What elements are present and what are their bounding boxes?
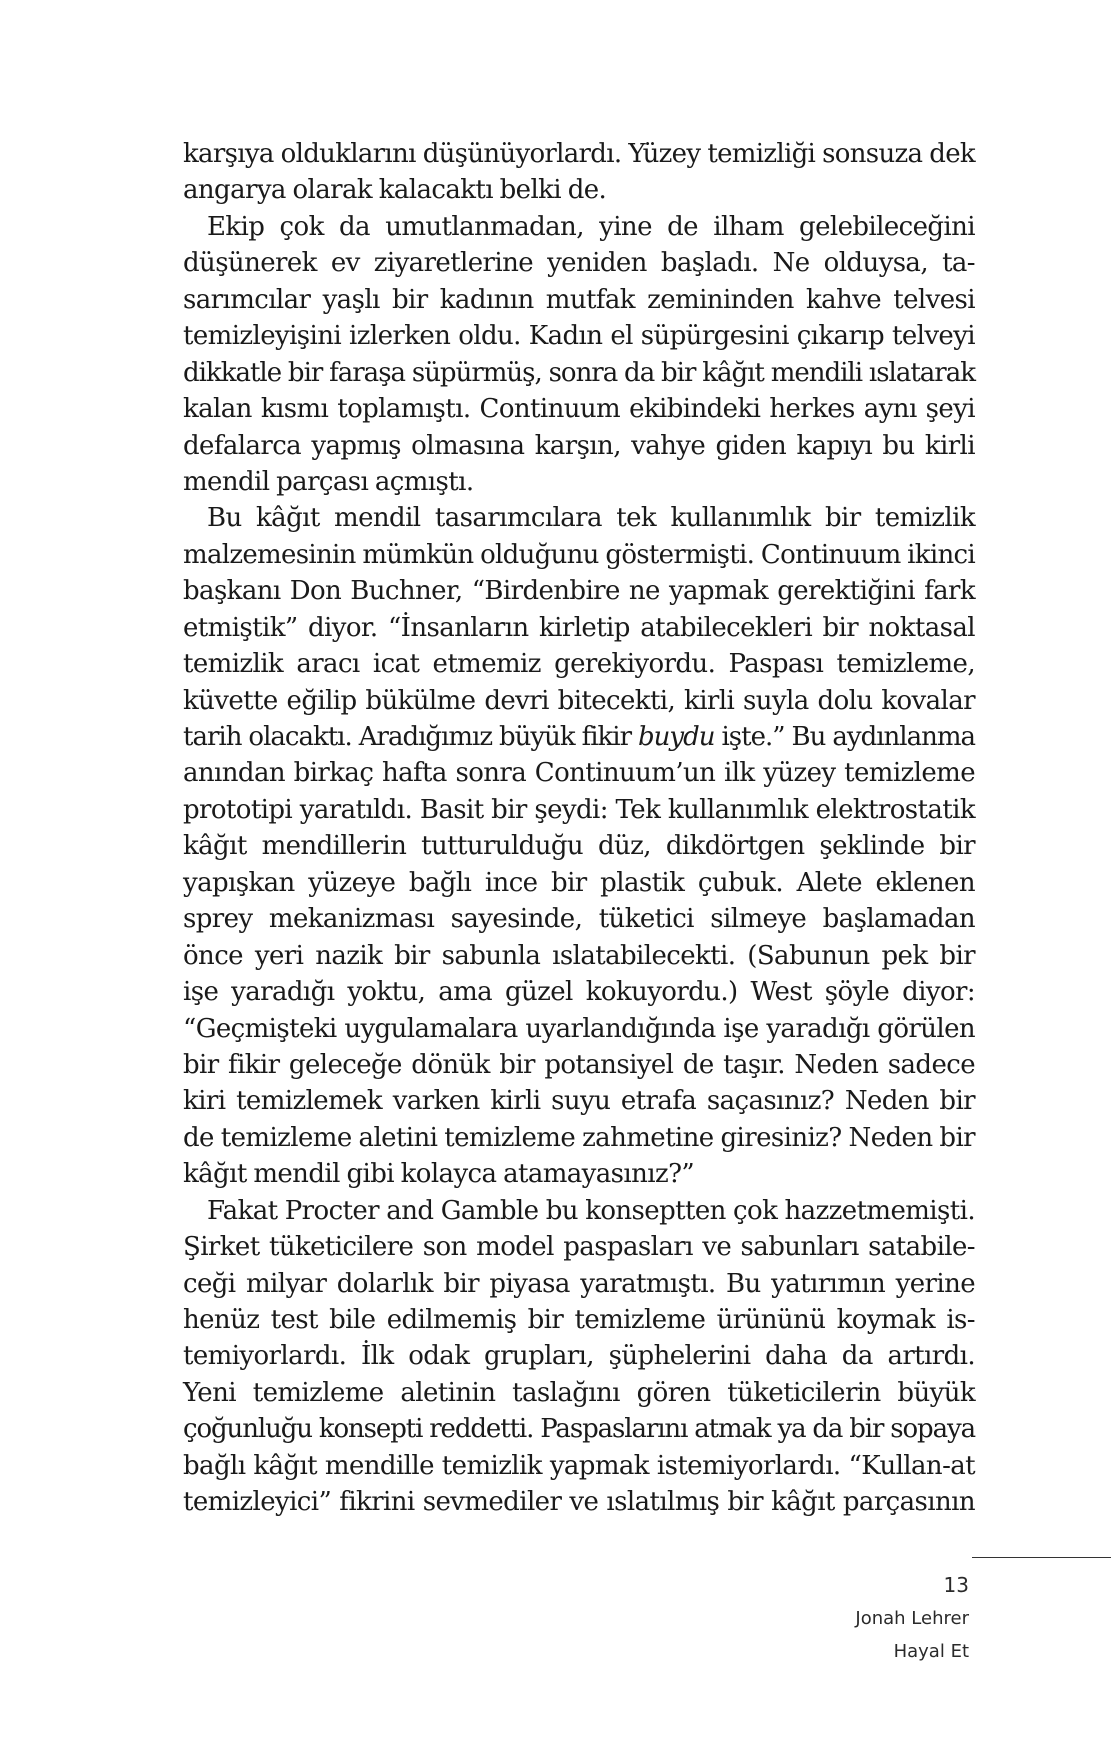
text-line: sarımcılar yaşlı bir kadının mutfak zemininden kahve telvesi — [183, 284, 975, 315]
text-line: sprey mekanizması sayesinde, tüketici silmeye başlamadan — [183, 904, 975, 935]
text-line: bağlı kâğıt mendille temizlik yapmak istemiyorlardı. “Kullan-at — [183, 1450, 975, 1481]
text-line: malzemesinin mümkün olduğunu göstermişti. Continuum ikinci — [183, 539, 975, 570]
text-line: Şirket tüketicilere son model paspasları ve sabunları satabile- — [183, 1232, 975, 1263]
text-line: bir fikir geleceğe dönük bir potansiyel de taşır. Neden sadece — [183, 1049, 975, 1080]
text-line: küvette eğilip bükülme devri bitecekti, kirli suyla dolu kovalar — [183, 685, 975, 716]
text-line: kiri temizlemek varken kirli suyu etrafa saçasınız? Neden bir — [183, 1086, 975, 1117]
text-line: Yeni temizleme aletinin taslağını gören tüketicilerin büyük — [183, 1377, 975, 1408]
text-line: mendil parçası açmıştı. — [183, 466, 474, 497]
paragraph-first-line: Fakat Procter and Gamble bu konseptten çok hazzetmemişti. — [207, 1195, 975, 1226]
text-line: angarya olarak kalacaktı belki de. — [183, 175, 607, 206]
text-line: yapışkan yüzeye bağlı ince bir plastik çubuk. Alete eklenen — [183, 867, 975, 898]
text-line: kâğıt mendillerin tutturulduğu düz, dikdörtgen şeklinde bir — [183, 831, 975, 862]
text-line: düşünerek ev ziyaretlerine yeniden başladı. Ne olduysa, ta- — [183, 248, 975, 279]
text-segment: işte.” Bu aydınlanma — [714, 722, 975, 752]
emphasis-word: buydu — [638, 722, 715, 752]
running-footer-book-title: Hayal Et — [893, 1641, 969, 1662]
text-line: dikkatle bir faraşa süpürmüş, sonra da bir kâğıt mendili ıslatarak — [183, 357, 975, 388]
text-line: temiyorlardı. İlk odak grupları, şüphelerini daha da artırdı. — [183, 1341, 975, 1372]
paragraph-first-line: Bu kâğıt mendil tasarımcılara tek kullanımlık bir temizlik — [207, 503, 975, 534]
text-line: defalarca yapmış olmasına karşın, vahye giden kapıyı bu kirli — [183, 430, 975, 461]
text-line: temizlik aracı icat etmemiz gerekiyordu. Paspası temizleme, — [183, 649, 975, 680]
text-line: ceği milyar dolarlık bir piyasa yaratmıştı. Bu yatırımın yerine — [183, 1268, 975, 1299]
text-line: temizleyişini izlerken oldu. Kadın el süpürgesini çıkarıp telveyi — [183, 321, 975, 352]
text-line: karşıya olduklarını düşünüyorlardı. Yüzey temizliği sonsuza dek — [183, 139, 975, 169]
paragraph-first-line: Ekip çok da umutlanmadan, yine de ilham gelebileceğini — [207, 211, 975, 242]
footer-divider — [972, 1557, 1111, 1558]
text-segment: tarih olacaktı. Aradığımız büyük fikir — [183, 722, 639, 752]
text-line: “Geçmişteki uygulamalara uyarlandığında işe yaradığı görülen — [183, 1013, 975, 1044]
page-number: 13 — [943, 1573, 969, 1597]
text-line: kalan kısmı toplamıştı. Continuum ekibindeki herkes aynı şeyi — [183, 394, 975, 425]
running-footer-author: Jonah Lehrer — [855, 1608, 969, 1629]
text-line: etmiştik” diyor. “İnsanların kirletip atabilecekleri bir noktasal — [183, 612, 975, 643]
text-line: henüz test bile edilmemiş bir temizleme ürününü koymak is- — [183, 1305, 975, 1335]
text-line: prototipi yaratıldı. Basit bir şeydi: Tek kullanımlık elektrostatik — [183, 794, 975, 825]
text-line: işe yaradığı yoktu, ama güzel kokuyordu.) West şöyle diyor: — [183, 977, 975, 1008]
text-line: kâğıt mendil gibi kolayca atamayasınız?” — [183, 1159, 695, 1190]
text-line: çoğunluğu konsepti reddetti. Paspaslarını atmak ya da bir sopaya — [183, 1414, 975, 1445]
text-line: temizleyici” fikrini sevmediler ve ıslatılmış bir kâğıt parçasının — [183, 1487, 975, 1518]
text-line: anından birkaç hafta sonra Continuum’un ilk yüzey temizleme — [183, 758, 975, 789]
body-text — [183, 136, 975, 1521]
text-line: de temizleme aletini temizleme zahmetine giresiniz? Neden bir — [183, 1122, 975, 1153]
text-line: önce yeri nazik bir sabunla ıslatabilecekti. (Sabunun pek bir — [183, 940, 975, 971]
text-line-with-emphasis — [183, 719, 975, 755]
text-line: başkanı Don Buchner, “Birdenbire ne yapmak gerektiğini fark — [183, 576, 975, 607]
